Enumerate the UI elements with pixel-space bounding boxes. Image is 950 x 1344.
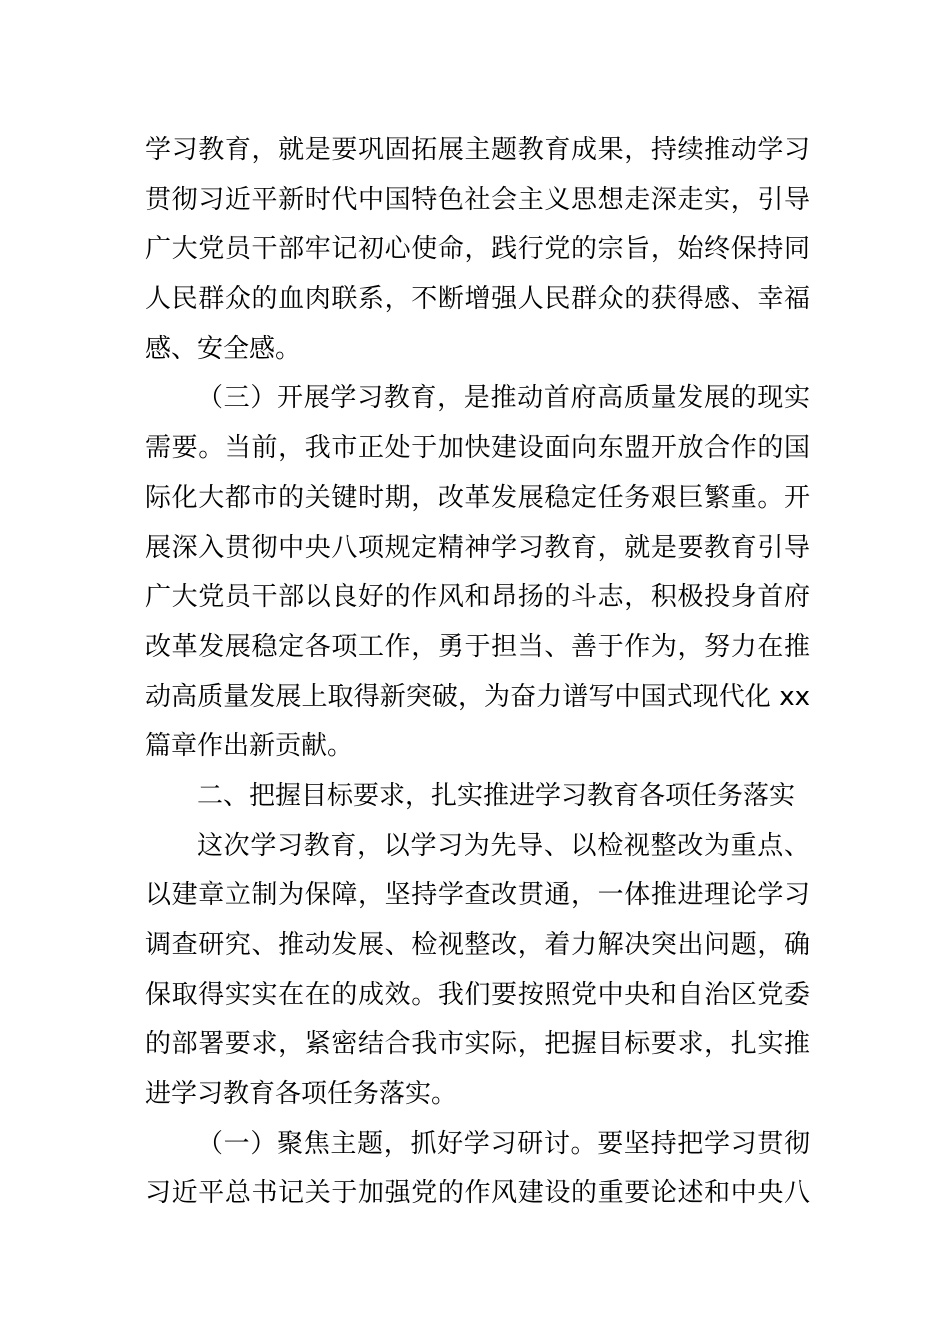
text-line: 这次学习教育，以学习为先导、以检视整改为重点、 xyxy=(197,830,810,861)
text-line: 广大党员干部牢记初心使命，践行党的宗旨，始终保持同 xyxy=(145,234,810,265)
text-line: 改革发展稳定各项工作，勇于担当、善于作为，努力在推 xyxy=(145,631,810,662)
text-line: 动高质量发展上取得新突破，为奋力谱写中国式现代化 xx xyxy=(145,681,810,712)
text-line: 习近平总书记关于加强党的作风建设的重要论述和中央八 xyxy=(145,1178,810,1209)
text-line: 学习教育，就是要巩固拓展主题教育成果，持续推动学习 xyxy=(145,135,810,165)
text-line: 的部署要求，紧密结合我市实际，把握目标要求，扎实推 xyxy=(145,1029,810,1060)
section-heading: 二、把握目标要求，扎实推进学习教育各项任务落实 xyxy=(197,780,796,811)
subsection-heading-line: （一）聚焦主题，抓好学习研讨。要坚持把学习贯彻 xyxy=(197,1128,810,1159)
text-line: 贯彻习近平新时代中国特色社会主义思想走深走实，引导 xyxy=(145,184,810,215)
text-line: 际化大都市的关键时期，改革发展稳定任务艰巨繁重。开 xyxy=(145,482,810,513)
text-line: 以建章立制为保障，坚持学查改贯通，一体推进理论学习 xyxy=(145,880,810,911)
subsection-heading-line: （三）开展学习教育，是推动首府高质量发展的现实 xyxy=(197,383,810,414)
text-line: 广大党员干部以良好的作风和昂扬的斗志，积极投身首府 xyxy=(145,582,810,613)
text-line: 篇章作出新贡献。 xyxy=(145,731,354,762)
text-line: 调查研究、推动发展、检视整改，着力解决突出问题，确 xyxy=(145,930,810,960)
document-body xyxy=(145,126,810,1219)
text-line: 需要。当前，我市正处于加快建设面向东盟开放合作的国 xyxy=(145,433,810,464)
text-line: 人民群众的血肉联系，不断增强人民群众的获得感、幸福 xyxy=(145,284,810,315)
text-line: 进学习教育各项任务落实。 xyxy=(145,1079,458,1110)
text-line: 展深入贯彻中央八项规定精神学习教育，就是要教育引导 xyxy=(145,532,810,563)
text-line: 保取得实实在在的成效。我们要按照党中央和自治区党委 xyxy=(145,979,810,1010)
text-line: 感、安全感。 xyxy=(145,333,302,364)
